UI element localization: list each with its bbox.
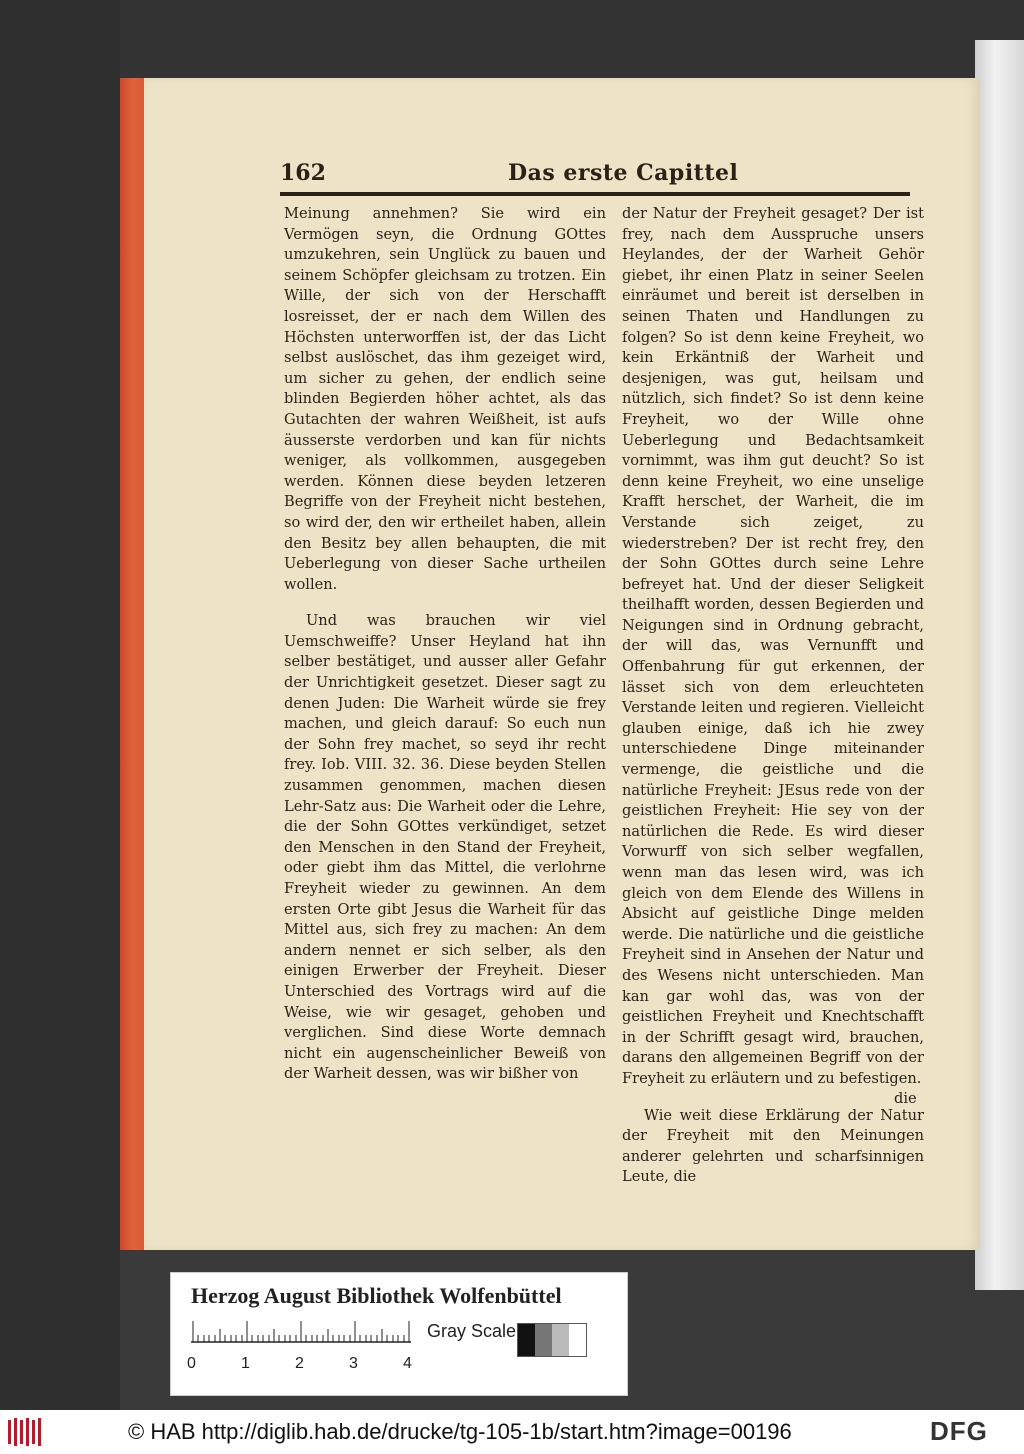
paragraph: Meinung annehmen? Sie wird ein Vermögen seyn, die Ordnung GOttes umzukehren, sein Unglück zu bauen und seinem Schöpfer gleichsam zu trotzen. Ein Wille, der sich von der Herschafft losreisset, der er nach dem Willen des Höchsten unterworffen ist, der das Licht selbst auslöschet, das ihm gezeiget wird, um sicher zu gehen, der endlich seine blinden Begierden höher achtet, als das Gutachten der wahren Weißheit, ist aufs äusserste verdorben und kan für nichts weniger, als vollkommen, ausgegeben werden. Können diese beyden letzeren Begriffe von der Freyheit nicht bestehen, so wird der, den wir ertheilet haben, allein den Besitz bey allen behaupten, die mit Ueberlegung von dieser Sache urtheilen wollen. — [284, 205, 606, 593]
text-column-left — [284, 204, 606, 1085]
ruler-number: 1 — [241, 1355, 250, 1372]
ruler-number: 4 — [403, 1355, 412, 1372]
paragraph: Wie weit diese Erklärung der Natur der Freyheit mit den Meinungen anderer gelehrten und scharfsinnigen Leute, die — [622, 1106, 924, 1186]
book-edge — [120, 78, 146, 1250]
scale-card — [170, 1272, 628, 1396]
gray-swatch — [552, 1324, 569, 1356]
page-header — [280, 160, 910, 190]
ruler-icon — [191, 1321, 411, 1343]
adjacent-page-edge — [975, 40, 1024, 1290]
scan-background-left — [0, 0, 120, 1410]
gray-scale-swatches — [517, 1323, 587, 1357]
header-rule — [280, 192, 910, 196]
page-number: 162 — [280, 160, 326, 186]
gray-scale-label: Gray Scale — [427, 1321, 517, 1341]
paragraph: der Natur der Freyheit gesaget? Der ist frey, nach dem Ausspruche unsers Heylandes, der der Warheit Gehör giebet, ihr einen Platz in seiner Seelen einräumet und bereit ist derselben in seinen Thaten und Handlungen zu folgen? So ist denn keine Freyheit, wo kein Erkäntniß der Warheit und desjenigen, was gut, heilsam und nützlich, sich findet? So ist denn keine Freyheit, wo der Wille ohne Ueberlegung und Bedachtsamkeit vornimmt, was ihm gut deucht? So ist denn keine Freyheit, wo eine unselige Krafft herschet, der Warheit, die im Verstande sich zeiget, zu wiederstreben? Der ist recht frey, den der Sohn GOttes durch seine Lehre befreyet hat. Und der dieser Seligkeit theilhafft worden, dessen Begierden und Neigungen sind in Ordnung gebracht, der will das, was Vernunfft und Offenbahrung für gut erkennen, der lässet sich von dem erleuchteten Verstande leiten und regieren. Vielleicht glauben einige, daß ich hie zwey unterschiedene Dinge miteinander vermenge, die geistliche und die natürliche Freyheit: JEsus rede von der geistlichen Freyheit: Hie sey von der natürlichen die Rede. Es wird dieser Vorwurff von sich selber wegfallen, wenn man das lesen wird, was ich gleich von dem Elende des Willens in Absicht auf geistliche Dinge melden werde. Die natürliche und die geistliche Freyheit sind in Ansehen der Natur und des Wesens nicht unterschieden. Man kan gar wohl das, was von der geistlichen Freyheit und Knechtschafft in der Schrifft gesagt wird, brauchen, darans den allgemeinen Begriff von der Freyheit zu erläutern und zu befestigen. — [622, 205, 924, 1087]
catchword: die — [894, 1090, 917, 1107]
copyright-url[interactable]: © HAB http://diglib.hab.de/drucke/tg-105-1b/start.htm?image=00196 — [128, 1419, 792, 1444]
hab-logo-icon — [6, 1416, 44, 1448]
ruler-number: 2 — [295, 1355, 304, 1372]
ruler-number: 0 — [187, 1355, 196, 1372]
dfg-logo: DFG — [930, 1416, 988, 1446]
library-name: Herzog August Bibliothek Wolfenbüttel — [191, 1283, 562, 1308]
ruler-number: 3 — [349, 1355, 358, 1372]
text-column-right — [622, 204, 924, 1188]
scan-background-top — [0, 0, 1024, 80]
gray-swatch — [535, 1324, 552, 1356]
gray-swatch — [518, 1324, 535, 1356]
footer-bar — [0, 1410, 1024, 1454]
gray-swatch — [569, 1324, 586, 1356]
paragraph: Und was brauchen wir viel Uemschweiffe? Unser Heyland hat ihn selber bestätiget, und ausser aller Gefahr der Unrichtigkeit gesetzet. Dieser sagt zu denen Juden: Die Warheit würde sie frey machen, und gleich darauf: So euch nun der Sohn frey machet, so seyd ihr recht frey. Iob. VIII. 32. 36. Diese beyden Stellen zusammen genommen, machen diesen Lehr-Satz aus: Die Warheit oder die Lehre, die der Sohn GOttes verkündiget, setzet den Menschen in den Stand der Freyheit, oder giebt ihm das Mittel, die verlohrne Freyheit wieder zu gewinnen. An dem ersten Orte gibt Jesus die Warheit für das Mittel aus, sich frey zu machen: An dem andern nennet er sich selber, als den einigen Erwerber der Freyheit. Dieser Unterschied des Vortrags wird auf die Weise, wie wir gesaget, gehoben und verglichen. Sind diese Worte demnach nicht ein augenscheinlicher Beweiß von der Warheit dessen, was wir bißher von — [284, 612, 606, 1083]
chapter-title: Das erste Capittel — [508, 160, 739, 186]
